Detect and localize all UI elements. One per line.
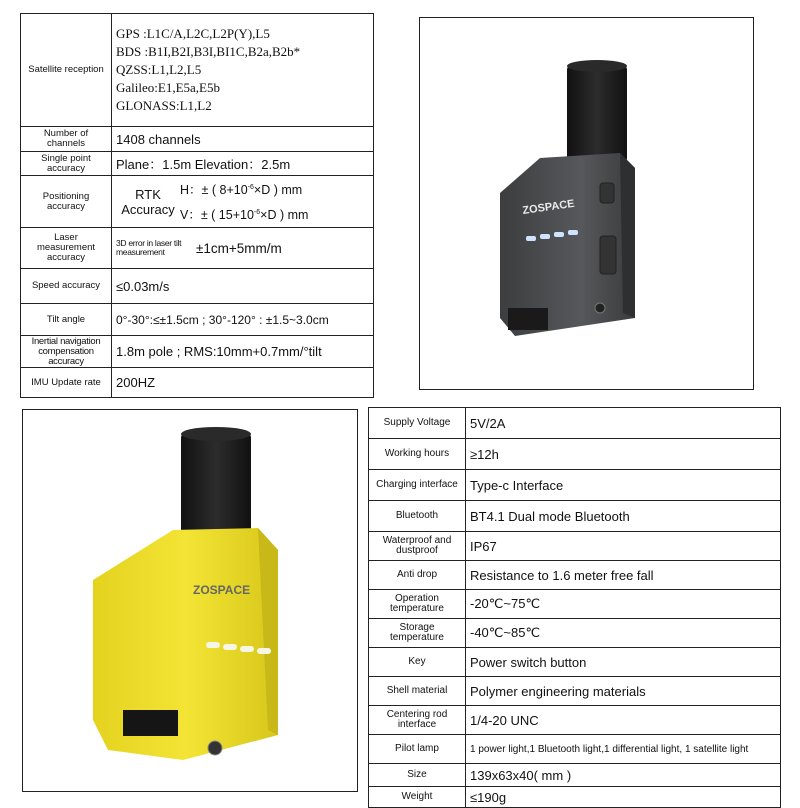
spec-label: Positioning accuracy <box>21 176 112 228</box>
spec-label: Size <box>369 764 466 787</box>
laser-value: ±1cm+5mm/m <box>196 240 282 256</box>
spec-value: -20℃~75℃ <box>466 590 781 619</box>
spec-row-tilt <box>21 304 374 336</box>
spec-row <box>369 439 781 470</box>
gnss-spec-table <box>20 13 374 398</box>
spec-value: 1408 channels <box>112 127 374 152</box>
spec-value: 139x63x40( mm ) <box>466 764 781 787</box>
satellite-gps: GPS :L1C/A,L2C,L2P(Y),L5 <box>116 26 270 41</box>
spec-row-speed <box>21 269 374 304</box>
satellite-bds: BDS :B1I,B2I,B3I,BI1C,B2a,B2b* <box>116 44 301 59</box>
satellite-galileo: Galileo:E1,E5a,E5b <box>116 80 220 95</box>
spec-label: Tilt angle <box>21 304 112 336</box>
spec-label: Pilot lamp <box>369 735 466 764</box>
spec-label: Shell material <box>369 677 466 706</box>
spec-value: Polymer engineering materials <box>466 677 781 706</box>
spec-row-satellite <box>21 14 374 127</box>
spec-row-laser <box>21 228 374 269</box>
spec-row <box>369 561 781 590</box>
spec-label: Storage temperature <box>369 619 466 648</box>
spec-label: IMU Update rate <box>21 368 112 398</box>
spec-row <box>369 735 781 764</box>
spec-row <box>369 470 781 501</box>
spec-value: Plane：1.5m Elevation：2.5m <box>112 152 374 176</box>
spec-row <box>369 706 781 735</box>
spec-label: Waterproof and dustproof <box>369 532 466 561</box>
laser-sublabel: 3D error in laser tilt measurement <box>116 238 182 257</box>
spec-value: 1.8m pole ; RMS:10mm+0.7mm/°tilt <box>112 336 374 368</box>
spec-label: Laser measurement accuracy <box>21 228 112 269</box>
spec-row <box>369 501 781 532</box>
spec-row <box>369 787 781 808</box>
rtk-vertical: V：± ( $15+10^{-6}\times D$ ) mm <box>180 207 309 222</box>
brand-logo: ZOSPACE <box>193 583 251 597</box>
spec-row <box>369 764 781 787</box>
spec-label: Inertial navigation compensation accuracy <box>21 336 112 368</box>
spec-label: Anti drop <box>369 561 466 590</box>
spec-label: Operation temperature <box>369 590 466 619</box>
spec-value <box>112 14 374 127</box>
spec-value: 1/4-20 UNC <box>466 706 781 735</box>
spec-value: IP67 <box>466 532 781 561</box>
spec-value: BT4.1 Dual mode Bluetooth <box>466 501 781 532</box>
spec-value: 0°-30°:≤±1.5cm ; 30°-120° : ±1.5~3.0cm <box>112 304 374 336</box>
spec-label: Key <box>369 648 466 677</box>
spec-value <box>112 228 374 269</box>
general-spec-table <box>368 407 781 808</box>
satellite-qzss: QZSS:L1,L2,L5 <box>116 62 202 77</box>
spec-value: 200HZ <box>112 368 374 398</box>
spec-row-single-point <box>21 152 374 176</box>
spec-label: Weight <box>369 787 466 808</box>
spec-value: ≤0.03m/s <box>112 269 374 304</box>
spec-label: Centering rod interface <box>369 706 466 735</box>
spec-row <box>369 408 781 439</box>
spec-rows <box>369 408 781 808</box>
product-photo-gray <box>419 17 754 390</box>
satellite-glonass: GLONASS:L1,L2 <box>116 98 212 113</box>
spec-value: Type-c Interface <box>466 470 781 501</box>
spec-row <box>369 532 781 561</box>
spec-row <box>369 648 781 677</box>
spec-row <box>369 590 781 619</box>
rtk-label: RTK Accuracy <box>121 186 175 217</box>
spec-value: ≤190g <box>466 787 781 808</box>
spec-label: Bluetooth <box>369 501 466 532</box>
spec-value: -40℃~85℃ <box>466 619 781 648</box>
spec-label: Speed accuracy <box>21 269 112 304</box>
brand-logo: ZOSPACE <box>521 197 576 217</box>
spec-label: Number of channels <box>21 127 112 152</box>
spec-value: ≥12h <box>466 439 781 470</box>
product-photo-yellow <box>22 409 358 792</box>
spec-row-imu <box>21 368 374 398</box>
spec-label: Single point accuracy <box>21 152 112 176</box>
spec-value: Power switch button <box>466 648 781 677</box>
spec-row-inertial <box>21 336 374 368</box>
spec-label: Supply Voltage <box>369 408 466 439</box>
spec-label: Satellite reception <box>21 14 112 127</box>
spec-value: Resistance to 1.6 meter free fall <box>466 561 781 590</box>
spec-row-channels <box>21 127 374 152</box>
spec-value: 1 power light,1 Bluetooth light,1 differential light, 1 satellite light <box>466 735 781 764</box>
spec-label: Charging interface <box>369 470 466 501</box>
rtk-horizontal: H：± ( $8+10^{-6}\times D$ ) mm <box>180 183 303 198</box>
spec-row <box>369 677 781 706</box>
spec-row <box>369 619 781 648</box>
spec-value <box>112 176 374 228</box>
spec-row-positioning <box>21 176 374 228</box>
spec-label: Working hours <box>369 439 466 470</box>
spec-value: 5V/2A <box>466 408 781 439</box>
